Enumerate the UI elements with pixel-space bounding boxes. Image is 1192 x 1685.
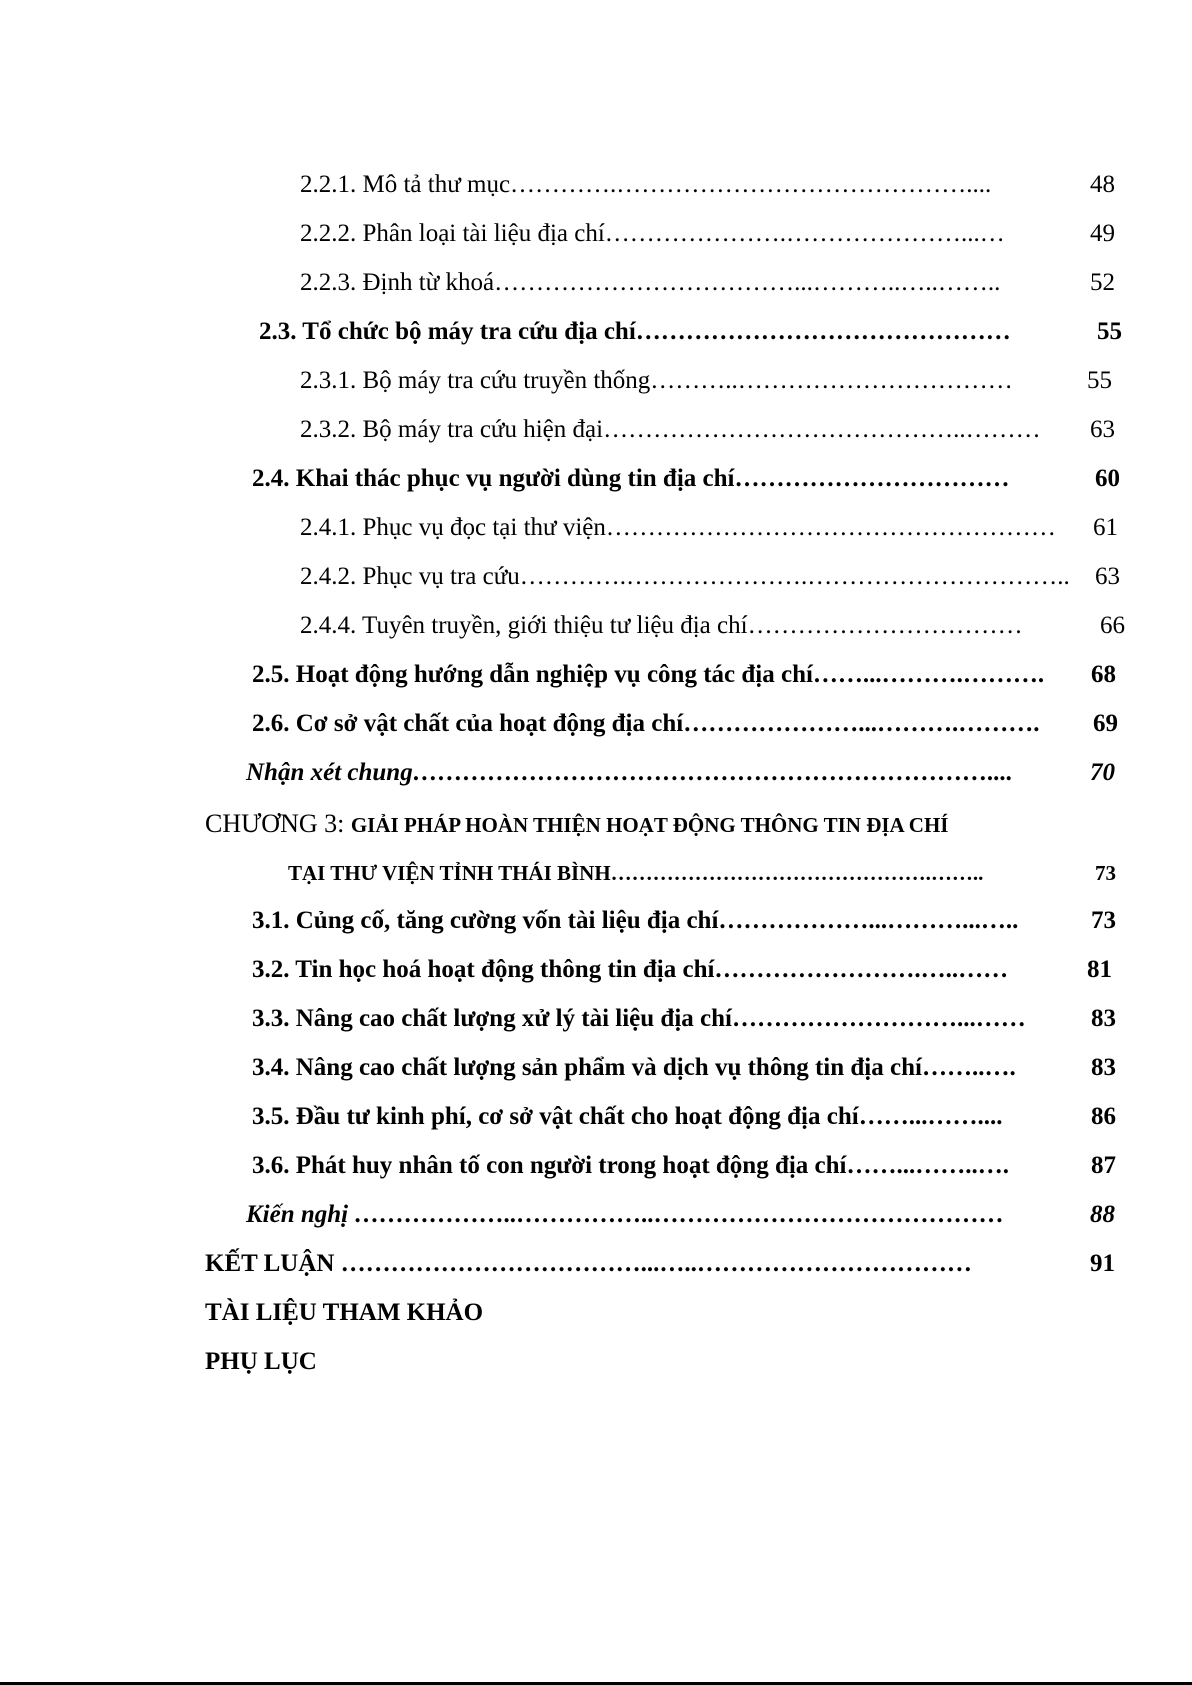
toc-entry-2-3-1 <box>300 363 1112 399</box>
toc-entry-kien-nghi <box>246 1197 1115 1233</box>
toc-entry-page: 73 <box>1095 861 1116 885</box>
toc-entry-2-6 <box>252 706 1118 742</box>
toc-entry-page: 83 <box>1091 1054 1116 1081</box>
toc-chapter-3-heading <box>205 806 1105 842</box>
toc-entry-ket-luan <box>205 1246 1115 1282</box>
toc-entry-text: 2.2.2. Phân loại tài liệu địa chí………………….…………………...… <box>300 220 1005 247</box>
toc-entry-3-4 <box>252 1050 1116 1086</box>
toc-entry-2-3-2 <box>300 412 1115 448</box>
toc-entry-tai-lieu-tham-khao <box>205 1295 805 1331</box>
toc-entry-nhan-xet-chung <box>246 755 1115 791</box>
toc-entry-3-6 <box>252 1148 1116 1184</box>
toc-entry-text: TẠI THƯ VIỆN TỈNH THÁI BÌNH……………………………………….…….. <box>288 861 984 885</box>
toc-entry-page: 60 <box>1095 465 1120 492</box>
toc-entry-text: 3.6. Phát huy nhân tố con người trong hoạt động địa chí……...……..…. <box>252 1152 1009 1179</box>
toc-entry-text: 2.4.2. Phục vụ tra cứu………….………………….………………………….. <box>300 563 1070 590</box>
toc-entry-text: 2.2.1. Mô tả thư mục………….…………………………………….... <box>300 171 992 198</box>
toc-entry-3-3 <box>252 1001 1116 1037</box>
toc-entry-text: 2.5. Hoạt động hướng dẫn nghiệp vụ công tác địa chí……...……….………. <box>252 661 1045 688</box>
toc-entry-text: 2.6. Cơ sở vật chất của hoạt động địa chí…………………...……….………. <box>252 710 1040 737</box>
toc-entry-page: 61 <box>1093 514 1118 541</box>
toc-entry-2-5 <box>252 657 1116 693</box>
toc-entry-text: Kiến nghị ………………..……………..…………………………………… <box>246 1201 1005 1228</box>
toc-entry-text: 2.4. Khai thác phục vụ người dùng tin địa chí…………………………… <box>252 465 1010 492</box>
toc-entry-text: TÀI LIỆU THAM KHẢO <box>205 1299 484 1326</box>
toc-entry-page: 88 <box>1090 1201 1115 1228</box>
toc-entry-page: 63 <box>1090 416 1115 443</box>
toc-entry-text: 3.3. Nâng cao chất lượng xử lý tài liệu địa chí………………………...…… <box>252 1005 1026 1032</box>
toc-entry-2-2-1 <box>300 167 1115 203</box>
toc-entry-page: 83 <box>1091 1005 1116 1032</box>
toc-entry-page: 55 <box>1097 318 1122 345</box>
toc-entry-2-3 <box>259 314 1122 350</box>
chapter-prefix: CHƯƠNG 3: <box>205 809 351 838</box>
toc-entry-page: 66 <box>1100 612 1125 639</box>
toc-entry-page: 73 <box>1091 907 1116 934</box>
toc-entry-page: 49 <box>1090 220 1115 247</box>
toc-entry-2-2-3 <box>300 265 1115 301</box>
toc-entry-text: PHỤ LỤC <box>205 1348 317 1375</box>
toc-entry-page: 68 <box>1091 661 1116 688</box>
toc-chapter-3-heading-cont <box>288 855 1116 891</box>
toc-entry-text: 2.3.2. Bộ máy tra cứu hiện đại……………………………………..……… <box>300 416 1041 443</box>
toc-entry-text: 3.1. Củng cố, tăng cường vốn tài liệu địa chí………………...………...….. <box>252 907 1019 934</box>
toc-entry-text: 2.4.1. Phục vụ đọc tại thư viện……………………………………………… <box>300 514 1056 541</box>
toc-entry-2-4 <box>252 461 1120 497</box>
toc-entry-page: 87 <box>1091 1152 1116 1179</box>
toc-entry-text: 2.2.3. Định từ khoá………………………………...………..…..…….. <box>300 269 1001 296</box>
toc-entry-phu-luc <box>205 1344 605 1380</box>
toc-entry-text: KẾT LUẬN ………………………………...…..…………………………… <box>205 1250 972 1277</box>
toc-entry-page: 69 <box>1093 710 1118 737</box>
toc-entry-3-1 <box>252 903 1116 939</box>
chapter-title: GIẢI PHÁP HOÀN THIỆN HOẠT ĐỘNG THÔNG TIN ĐỊA CHÍ <box>350 813 949 837</box>
toc-entry-page: 48 <box>1090 171 1115 198</box>
toc-entry-2-4-2 <box>300 559 1120 595</box>
toc-entry-2-4-1 <box>300 510 1118 546</box>
toc-entry-text: Nhận xét chung…………………………………………………………….... <box>246 759 1013 786</box>
toc-entry-2-2-2 <box>300 216 1115 252</box>
toc-entry-page: 70 <box>1090 759 1115 786</box>
toc-entry-2-4-4 <box>300 608 1125 644</box>
toc-chapter-text <box>205 806 948 843</box>
toc-entry-text: 2.3. Tổ chức bộ máy tra cứu địa chí……………………………………… <box>259 318 1011 345</box>
toc-entry-3-2 <box>252 952 1112 988</box>
toc-entry-text: 3.2. Tin học hoá hoạt động thông tin địa chí…………………….…..…… <box>252 956 1009 983</box>
toc-entry-text: 3.5. Đầu tư kinh phí, cơ sở vật chất cho hoạt động địa chí……...…….... <box>252 1103 1003 1130</box>
toc-entry-text: 3.4. Nâng cao chất lượng sản phẩm và dịch vụ thông tin địa chí……..…. <box>252 1054 1016 1081</box>
toc-entry-page: 52 <box>1090 269 1115 296</box>
toc-entry-page: 63 <box>1095 563 1120 590</box>
toc-entry-3-5 <box>252 1099 1116 1135</box>
toc-entry-page: 86 <box>1091 1103 1116 1130</box>
toc-entry-page: 91 <box>1090 1250 1115 1277</box>
toc-entry-page: 81 <box>1087 956 1112 983</box>
toc-entry-text: 2.4.4. Tuyên truyền, giới thiệu tư liệu địa chí…………………………… <box>300 612 1023 639</box>
toc-entry-text: 2.3.1. Bộ máy tra cứu truyền thống………..…………………………… <box>300 367 1013 394</box>
toc-entry-page: 55 <box>1087 367 1112 394</box>
